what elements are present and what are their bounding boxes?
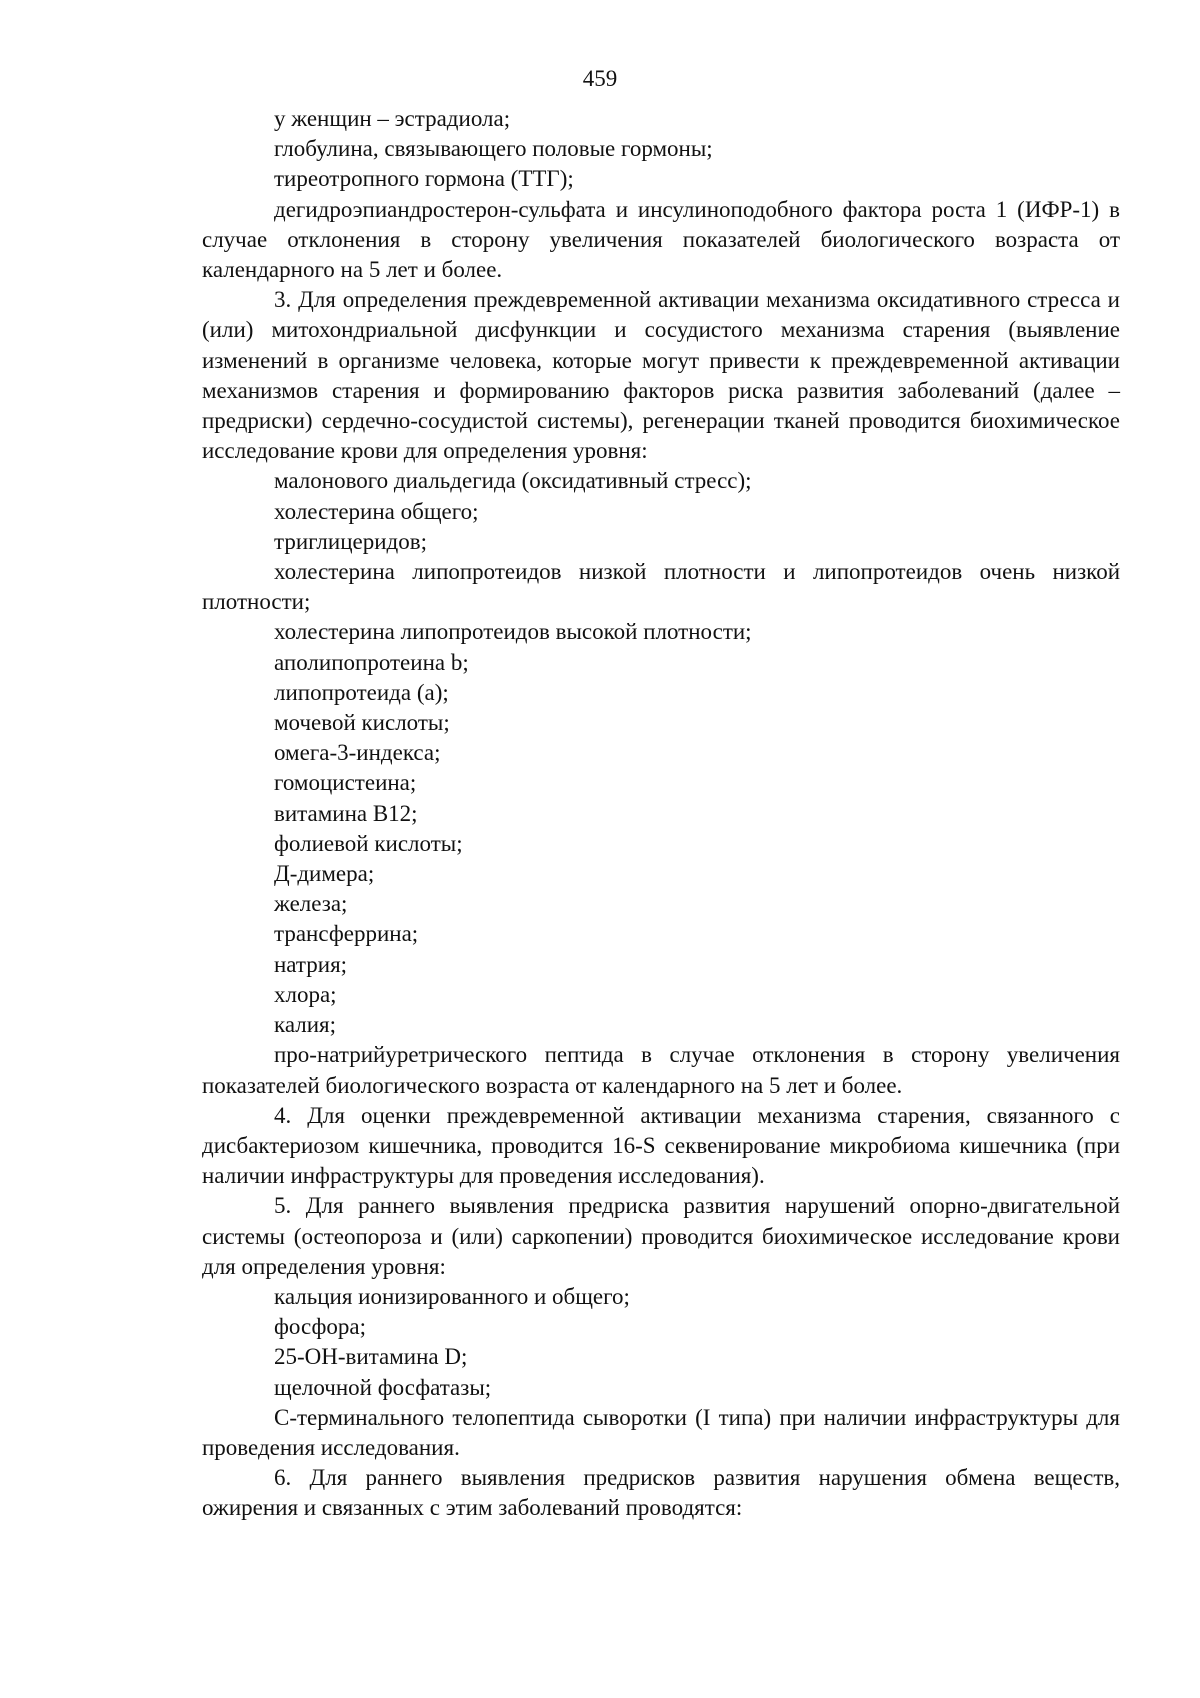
paragraph: тиреотропного гормона (ТТГ); bbox=[274, 166, 574, 192]
page-body bbox=[202, 104, 1120, 1524]
page-number: 459 bbox=[582, 66, 618, 91]
list-item: кальция ионизированного и общего; bbox=[274, 1283, 630, 1309]
list-item: витамина В12; bbox=[274, 800, 418, 826]
list-item: железа; bbox=[274, 891, 348, 917]
paragraph: у женщин – эстрадиола; bbox=[274, 106, 511, 131]
list-item: фолиевой кислоты; bbox=[274, 830, 463, 856]
list-item: калия; bbox=[274, 1012, 336, 1038]
paragraph: 4. Для оценки преждевременной активации механизма старения, связанного с дисбактериозом кишечника, проводится 16-S секвенирование микробиома кишечника (при наличии инфраструктуры для проведения исследования). bbox=[202, 1102, 1120, 1189]
list-item: фосфора; bbox=[274, 1314, 366, 1340]
list-item: омега-3-индекса; bbox=[274, 740, 441, 766]
paragraph: 3. Для определения преждевременной активации механизма оксидативного стресса и (или) митохондриальной дисфункции и сосудистого механизма старения (выявление изменений в организме человека, которые могут привести к преждевременной активации механизмов старения и формированию факторов риска развития заболеваний (далее – предриски) сердечно-сосудистой системы), регенерации тканей проводится биохимическое исследование крови для определения уровня: bbox=[202, 287, 1120, 464]
list-item: С-терминального телопептида сыворотки (I типа) при наличии инфраструктуры для проведения исследования. bbox=[202, 1404, 1120, 1460]
list-item: про-натрийуретрического пептида в случае отклонения в сторону увеличения показателей биологического возраста от календарного на 5 лет и более. bbox=[202, 1042, 1120, 1098]
list-item: мочевой кислоты; bbox=[274, 710, 450, 736]
list-item: холестерина общего; bbox=[274, 498, 479, 524]
list-item: щелочной фосфатазы; bbox=[274, 1374, 492, 1400]
list-item: трансферрина; bbox=[274, 921, 419, 947]
paragraph: дегидроэпиандростерон-сульфата и инсулиноподобного фактора роста 1 (ИФР-1) в случае отклонения в сторону увеличения показателей биологического возраста от календарного на 5 лет и более. bbox=[202, 196, 1120, 283]
list-item: Д-димера; bbox=[274, 861, 375, 887]
list-item: триглицеридов; bbox=[274, 528, 427, 554]
list-item: натрия; bbox=[274, 951, 348, 977]
paragraph: глобулина, связывающего половые гормоны; bbox=[274, 136, 713, 162]
paragraph: 5. Для раннего выявления предриска развития нарушений опорно-двигательной системы (остеопороза и (или) саркопении) проводится биохимическое исследование крови для определения уровня: bbox=[202, 1193, 1120, 1279]
paragraph: 6. Для раннего выявления предрисков развития нарушения обмена веществ, ожирения и связанных с этим заболеваний проводятся: bbox=[202, 1465, 1120, 1521]
list-item: гомоцистеина; bbox=[274, 770, 417, 796]
list-item: аполипопротеина b; bbox=[274, 649, 469, 675]
list-item: липопротеида (а); bbox=[274, 679, 449, 705]
list-item: малонового диальдегида (оксидативный стресс); bbox=[274, 468, 752, 494]
list-item: хлора; bbox=[274, 981, 337, 1007]
list-item: холестерина липопротеидов высокой плотности; bbox=[274, 619, 752, 645]
list-item: 25-ОН-витамина D; bbox=[274, 1344, 468, 1370]
list-item: холестерина липопротеидов низкой плотности и липопротеидов очень низкой плотности; bbox=[202, 559, 1120, 615]
